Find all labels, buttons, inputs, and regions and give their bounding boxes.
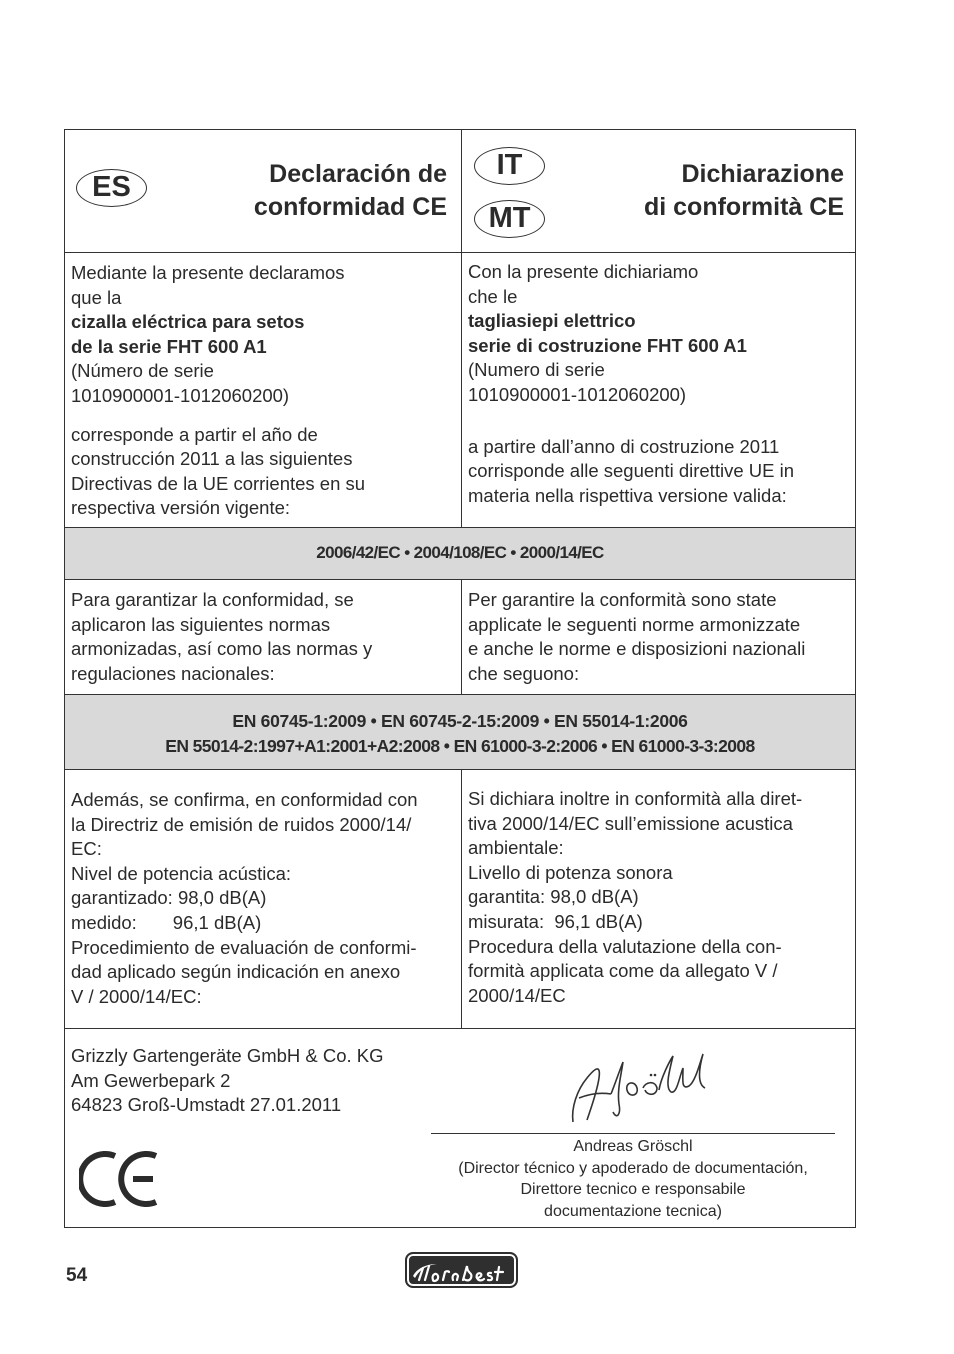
text-line: (Número de serie [71, 360, 214, 382]
norms-line: EN 55014-2:1997+A1:2001+A2:2008 • EN 61000-3-2:2006 • EN 61000-3-3:2008 [165, 736, 755, 756]
signatory-role: Direttore tecnico e responsabile [520, 1181, 746, 1198]
signatory-role: documentazione tecnica) [544, 1202, 722, 1220]
text-line: Con la presente dichiariamo [468, 261, 699, 282]
text-line: dad aplicado según indicación en anexo [71, 961, 401, 983]
text-line: V / 2000/14/EC: [71, 985, 202, 1007]
norms-line: EN 60745-1:2009 • EN 60745-2-15:2009 • EN 55014-1:2006 [232, 711, 688, 731]
text-line: la Directriz de emisión de ruidos 2000/14/ [71, 813, 412, 835]
text-line: corrisponde alle seguenti direttive UE in [468, 460, 794, 482]
product-series: serie di costruzione FHT 600 A1 [468, 334, 747, 356]
text-line: a partire dall’anno di costruzione 2011 [468, 435, 780, 457]
es-title [254, 158, 447, 224]
text-line: construcción 2011 a las siguientes [71, 448, 353, 470]
florabest-logo [405, 1252, 518, 1288]
text-line: Directivas de la UE corrientes en su [71, 472, 366, 494]
signatory-name: Andreas Gröschl [573, 1138, 693, 1155]
norms-list [65, 709, 855, 759]
company-address [71, 1044, 491, 1118]
company-city-date: 64823 Groß-Umstadt 27.01.2011 [71, 1094, 342, 1116]
divider [65, 252, 855, 253]
text-line: Livello di potenza sonora [468, 861, 673, 883]
text-line: Procedimiento de evaluación de conformi- [71, 936, 417, 958]
text-line: applicate le seguenti norme armonizzate [468, 613, 801, 635]
text-line: que la [71, 286, 122, 308]
divider [65, 769, 855, 770]
noise-es [71, 788, 461, 1009]
measured-level: medido: 96,1 dB(A) [71, 911, 262, 933]
it-title-line: di conformità CE [643, 193, 844, 221]
guaranteed-level: garantizado: 98,0 dB(A) [71, 887, 267, 909]
it-title [644, 158, 844, 224]
declaration-table [64, 129, 856, 1228]
text-line: formità applicata come da allegato V / [468, 960, 778, 982]
measured-level: misurata: 96,1 dB(A) [468, 910, 643, 932]
text-line: che seguono: [468, 662, 580, 684]
serial-range: 1010900001-1012060200) [468, 383, 687, 405]
it-title-line: Dichiarazione [681, 160, 844, 188]
signature-line [431, 1133, 835, 1134]
text-line: regulaciones nacionales: [71, 662, 275, 684]
ce-mark-icon [79, 1148, 161, 1210]
signatory-caption [431, 1136, 835, 1222]
text-line: Además, se confirma, en conformidad con [71, 789, 418, 810]
column-divider [461, 130, 462, 527]
text-line: materia nella rispettiva versione valida: [468, 484, 787, 506]
norms-intro-it [468, 588, 853, 686]
text-line: aplicaron las siguientes normas [71, 613, 331, 635]
es-title-line: Declaración de [269, 160, 447, 188]
directives-list: 2006/42/EC • 2004/108/EC • 2000/14/EC [316, 543, 604, 562]
company-name: Grizzly Gartengeräte GmbH & Co. KG [71, 1045, 384, 1066]
noise-it [468, 787, 853, 1008]
text-line: 2000/14/EC [468, 984, 566, 1006]
signatory-role: (Director técnico y apoderado de documentación, [458, 1159, 808, 1177]
intro-es [71, 261, 461, 521]
text-line: EC: [71, 838, 102, 860]
divider [65, 579, 855, 580]
es-title-line: conformidad CE [253, 193, 447, 221]
serial-range: 1010900001-1012060200) [71, 384, 290, 406]
text-line: tiva 2000/14/EC sull’emissione acustica [468, 812, 793, 834]
text-line: Nivel de potencia acústica: [71, 862, 292, 884]
brand-logo-icon [407, 1254, 516, 1286]
language-badge-es: ES [76, 169, 147, 207]
column-divider [461, 769, 462, 1028]
language-badge-mt: MT [474, 200, 545, 238]
text-line: Mediante la presente declaramos [71, 262, 345, 283]
company-street: Am Gewerbepark 2 [71, 1069, 231, 1091]
text-line: Para garantizar la conformidad, se [71, 589, 354, 610]
text-line: Per garantire la conformità sono state [468, 589, 777, 610]
text-line: che le [468, 285, 518, 307]
text-line: armonizadas, así como las normas y [71, 638, 373, 660]
language-badge-it: IT [474, 147, 545, 185]
text-line: Procedura della valutazione della con- [468, 935, 782, 957]
text-line: corresponde a partir el año de [71, 423, 318, 445]
signature-image [565, 1048, 725, 1128]
text-line: ambientale: [468, 837, 564, 859]
guaranteed-level: garantita: 98,0 dB(A) [468, 886, 639, 908]
intro-it [468, 260, 853, 508]
divider [65, 1028, 855, 1029]
column-divider [461, 579, 462, 694]
norms-intro-es [71, 588, 461, 686]
product-series: de la serie FHT 600 A1 [71, 335, 267, 357]
page-number: 54 [66, 1265, 88, 1286]
text-line: Si dichiara inoltre in conformità alla diret- [468, 788, 803, 809]
product-name: cizalla eléctrica para setos [71, 311, 305, 333]
text-line: e anche le norme e disposizioni nazionali [468, 638, 806, 660]
text-line: respectiva versión vigente: [71, 497, 291, 519]
text-line: (Numero di serie [468, 359, 605, 381]
product-name: tagliasiepi elettrico [468, 310, 636, 332]
